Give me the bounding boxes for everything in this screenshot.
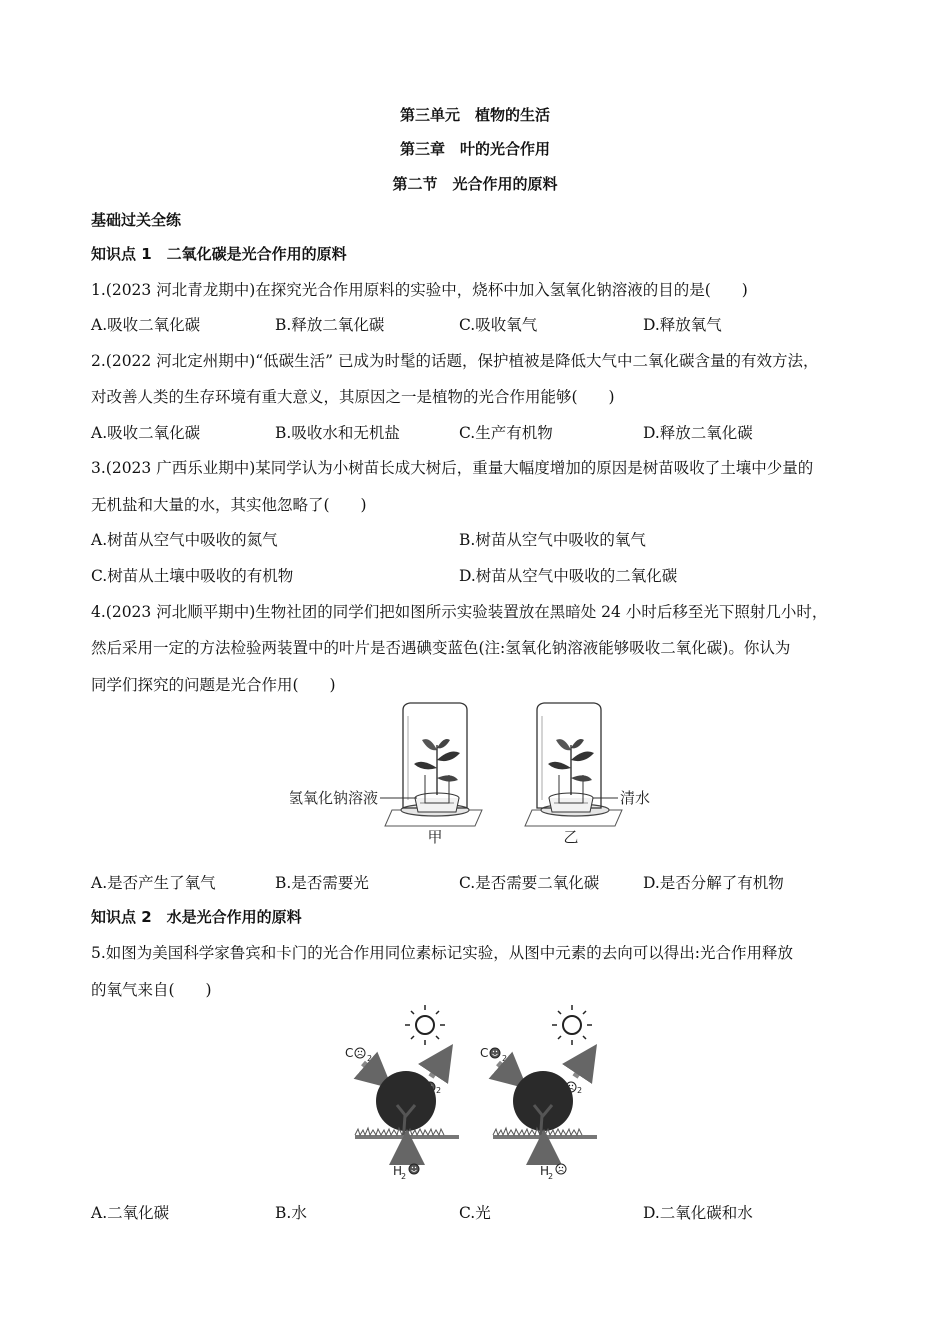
- co2-label-2: C: [480, 1046, 489, 1060]
- unit-title: 第三单元 植物的生活: [399, 106, 550, 124]
- o2-out-arrow-2: [575, 1059, 587, 1077]
- subscript-2-o2-b: 2: [577, 1086, 583, 1095]
- label-jar-a: 甲: [427, 828, 443, 846]
- question-5-line-1: 5.如图为美国科学家鲁宾和卡门的光合作用同位素标记实验，从图中元素的去向可以得出:光合作用释放: [91, 944, 794, 962]
- q3-option-a[interactable]: A.树苗从空气中吸收的氮气: [91, 531, 278, 549]
- co2-in-arrow: [363, 1063, 379, 1077]
- happy-face-icon-2: [490, 1048, 500, 1058]
- q1-option-a[interactable]: A.吸收二氧化碳: [91, 316, 201, 334]
- q5-option-c[interactable]: C.光: [459, 1204, 491, 1222]
- question-2-line-2: 对改善人类的生存环境有重大意义，其原因之一是植物的光合作用能够( ): [91, 388, 615, 406]
- o2-out-arrow: [431, 1059, 443, 1077]
- question-4-line-3: 同学们探究的问题是光合作用( ): [91, 676, 336, 694]
- question-1-stem: 1.(2023 河北青龙期中)在探究光合作用原料的实验中，烧杯中加入氢氧化钠溶液的目的是( ): [91, 281, 748, 299]
- subscript-2-h2o-b: 2: [548, 1172, 554, 1181]
- question-4-line-1: 4.(2023 河北顺平期中)生物社团的同学们把如图所示实验装置放在黑暗处 24 小时后移至光下照射几小时，: [91, 603, 828, 621]
- part-title: 基础过关全练: [91, 211, 182, 229]
- question-2-line-1: 2.(2022 河北定州期中)“低碳生活” 已成为时髦的话题，保护植被是降低大气中二氧化碳含量的有效方法，: [91, 352, 819, 370]
- chapter-title: 第三章 叶的光合作用: [399, 140, 550, 158]
- q4-option-d[interactable]: D.是否分解了有机物: [643, 874, 784, 892]
- knowledge-point-2: 知识点 2 水是光合作用的原料: [91, 908, 302, 926]
- q3-option-d[interactable]: D.树苗从空气中吸收的二氧化碳: [459, 567, 678, 585]
- q2-option-c[interactable]: C.生产有机物: [459, 424, 553, 442]
- q3-option-c[interactable]: C.树苗从土壤中吸收的有机物: [91, 567, 294, 585]
- subscript-2-co2-b: 2: [502, 1054, 508, 1063]
- q2-option-b[interactable]: B.吸收水和无机盐: [275, 424, 400, 442]
- q2-option-a[interactable]: A.吸收二氧化碳: [91, 424, 201, 442]
- question-4-line-2: 然后采用一定的方法检验两装置中的叶片是否遇碘变蓝色(注:氢氧化钠溶液能够吸收二氧化碳)。你认为: [91, 639, 791, 657]
- q1-option-d[interactable]: D.释放氧气: [643, 316, 722, 334]
- q5-option-d[interactable]: D.二氧化碳和水: [643, 1204, 753, 1222]
- sad-face-icon: [355, 1048, 365, 1058]
- label-jar-b: 乙: [563, 828, 579, 846]
- q4-option-a[interactable]: A.是否产生了氧气: [91, 874, 216, 892]
- section-title: 第二节 光合作用的原料: [392, 175, 558, 193]
- knowledge-point-1: 知识点 1 二氧化碳是光合作用的原料: [91, 245, 347, 263]
- q4-option-c[interactable]: C.是否需要二氧化碳: [459, 874, 600, 892]
- question-3-line-2: 无机盐和大量的水，其实他忽略了( ): [91, 496, 367, 514]
- bell-jar-experiment-figure: [290, 700, 670, 850]
- tree-icon: [355, 1071, 459, 1145]
- jar-b-apparatus: [525, 703, 650, 846]
- right-tree-scene: [480, 1005, 597, 1181]
- happy-face-water-icon: [409, 1164, 419, 1174]
- co2-label: C: [345, 1046, 354, 1060]
- sad-face-water-icon: [556, 1164, 566, 1174]
- subscript-2-o2: 2: [436, 1086, 442, 1095]
- q1-option-c[interactable]: C.吸收氧气: [459, 316, 538, 334]
- label-sodium-hydroxide: 氢氧化钠溶液: [290, 789, 378, 807]
- q5-option-b[interactable]: B.水: [275, 1204, 307, 1222]
- label-water: 清水: [620, 789, 651, 807]
- tree-icon-2: [493, 1071, 597, 1145]
- q4-option-b[interactable]: B.是否需要光: [275, 874, 369, 892]
- q3-option-b[interactable]: B.树苗从空气中吸收的氧气: [459, 531, 646, 549]
- subscript-2: 2: [367, 1054, 373, 1063]
- subscript-2-h2o: 2: [401, 1172, 407, 1181]
- h2o-label: H: [393, 1164, 403, 1178]
- sun-icon: [405, 1005, 445, 1045]
- q2-option-d[interactable]: D.释放二氧化碳: [643, 424, 753, 442]
- h2o-label-2: H: [540, 1164, 550, 1178]
- question-3-line-1: 3.(2023 广西乐业期中)某同学认为小树苗长成大树后，重量大幅度增加的原因是树苗吸收了土壤中少量的: [91, 459, 814, 477]
- q1-option-b[interactable]: B.释放二氧化碳: [275, 316, 385, 334]
- co2-in-arrow-2: [498, 1063, 514, 1077]
- left-tree-scene: [345, 1005, 459, 1181]
- jar-a-apparatus: [290, 703, 482, 846]
- sun-icon-2: [552, 1005, 592, 1045]
- q5-option-a[interactable]: A.二氧化碳: [91, 1204, 170, 1222]
- question-5-line-2: 的氧气来自( ): [91, 981, 212, 999]
- isotope-experiment-figure: [335, 1005, 615, 1185]
